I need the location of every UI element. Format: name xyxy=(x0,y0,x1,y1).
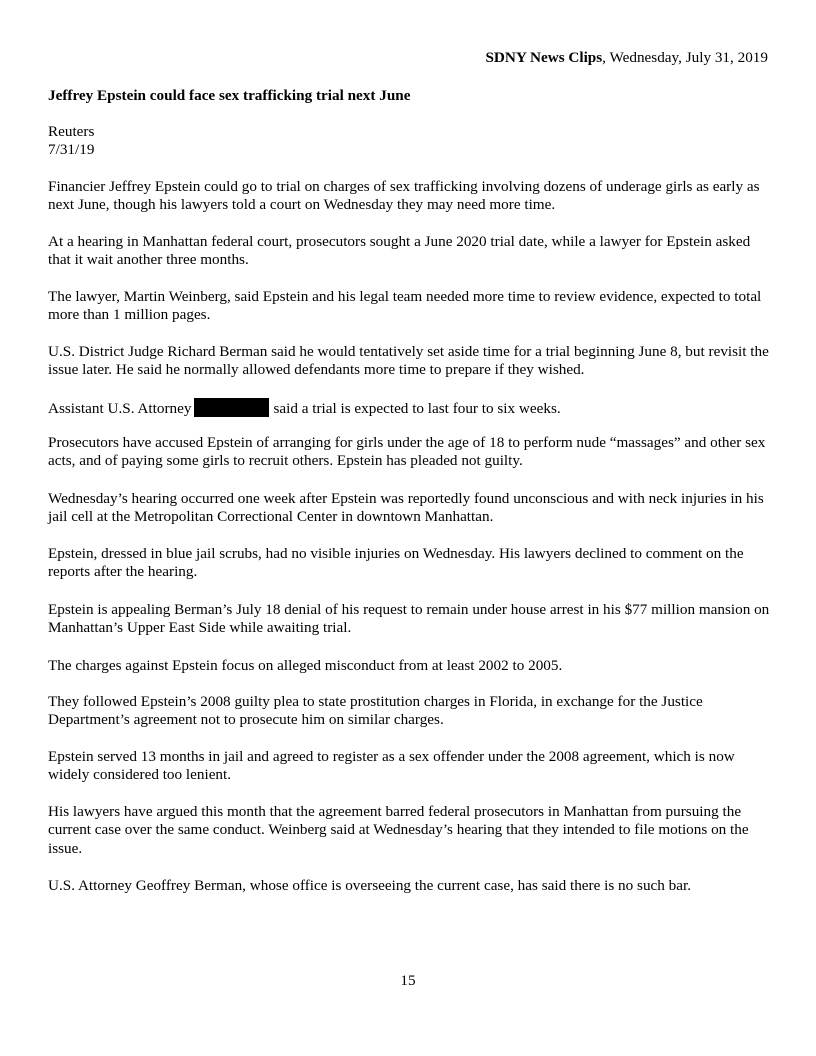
paragraph: The charges against Epstein focus on alleged misconduct from at least 2002 to 2005. xyxy=(48,657,563,674)
publication-name: SDNY News Clips xyxy=(485,49,603,66)
header-date: , Wednesday, July 31, 2019 xyxy=(602,49,768,66)
article-date: 7/31/19 xyxy=(48,141,95,158)
redacted-line-after: said a trial is expected to last four to six weeks. xyxy=(273,400,561,417)
paragraph: Epstein served 13 months in jail and agreed to register as a sex offender under the 2008 agreement, which is now widely considered too lenient. xyxy=(48,748,735,784)
paragraph-redacted xyxy=(48,398,770,418)
redaction-box xyxy=(194,398,269,417)
article-source: Reuters xyxy=(48,123,95,140)
paragraph: U.S. Attorney Geoffrey Berman, whose office is overseeing the current case, has said there is no such bar. xyxy=(48,877,692,894)
paragraph: U.S. District Judge Richard Berman said he would tentatively set aside time for a trial beginning June 8, but revisit the issue later. He said he normally allowed defendants more time to prepare if they wished. xyxy=(48,343,769,379)
paragraph: His lawyers have argued this month that the agreement barred federal prosecutors in Manhattan from pursuing the current case over the same conduct. Weinberg said at Wednesday’s hearing that they intended to file motions on the issue. xyxy=(48,803,749,857)
paragraph: Wednesday’s hearing occurred one week after Epstein was reportedly found unconscious and with neck injuries in his jail cell at the Metropolitan Correctional Center in downtown Manhattan. xyxy=(48,490,764,526)
paragraph: Financier Jeffrey Epstein could go to trial on charges of sex trafficking involving dozens of underage girls as early as next June, though his lawyers told a court on Wednesday they may need more time. xyxy=(48,178,760,214)
article-title: Jeffrey Epstein could face sex trafficking trial next June xyxy=(48,87,411,104)
page-header xyxy=(485,49,768,67)
paragraph: Prosecutors have accused Epstein of arranging for girls under the age of 18 to perform nude “massages” and other sex acts, and of paying some girls to recruit others. Epstein has pleaded not guilty. xyxy=(48,434,766,470)
paragraph: The lawyer, Martin Weinberg, said Epstein and his legal team needed more time to review evidence, expected to total more than 1 million pages. xyxy=(48,288,762,324)
paragraph: Epstein, dressed in blue jail scrubs, had no visible injuries on Wednesday. His lawyers declined to comment on the reports after the hearing. xyxy=(48,545,744,581)
paragraph: At a hearing in Manhattan federal court, prosecutors sought a June 2020 trial date, while a lawyer for Epstein asked that it wait another three months. xyxy=(48,233,751,269)
page-number: 15 xyxy=(400,972,416,989)
paragraph: Epstein is appealing Berman’s July 18 denial of his request to remain under house arrest in his $77 million mansion on Manhattan’s Upper East Side while awaiting trial. xyxy=(48,601,770,637)
redacted-line-before: Assistant U.S. Attorney xyxy=(48,400,192,417)
paragraph: They followed Epstein’s 2008 guilty plea to state prostitution charges in Florida, in exchange for the Justice Department’s agreement not to prosecute him on similar charges. xyxy=(48,693,703,729)
